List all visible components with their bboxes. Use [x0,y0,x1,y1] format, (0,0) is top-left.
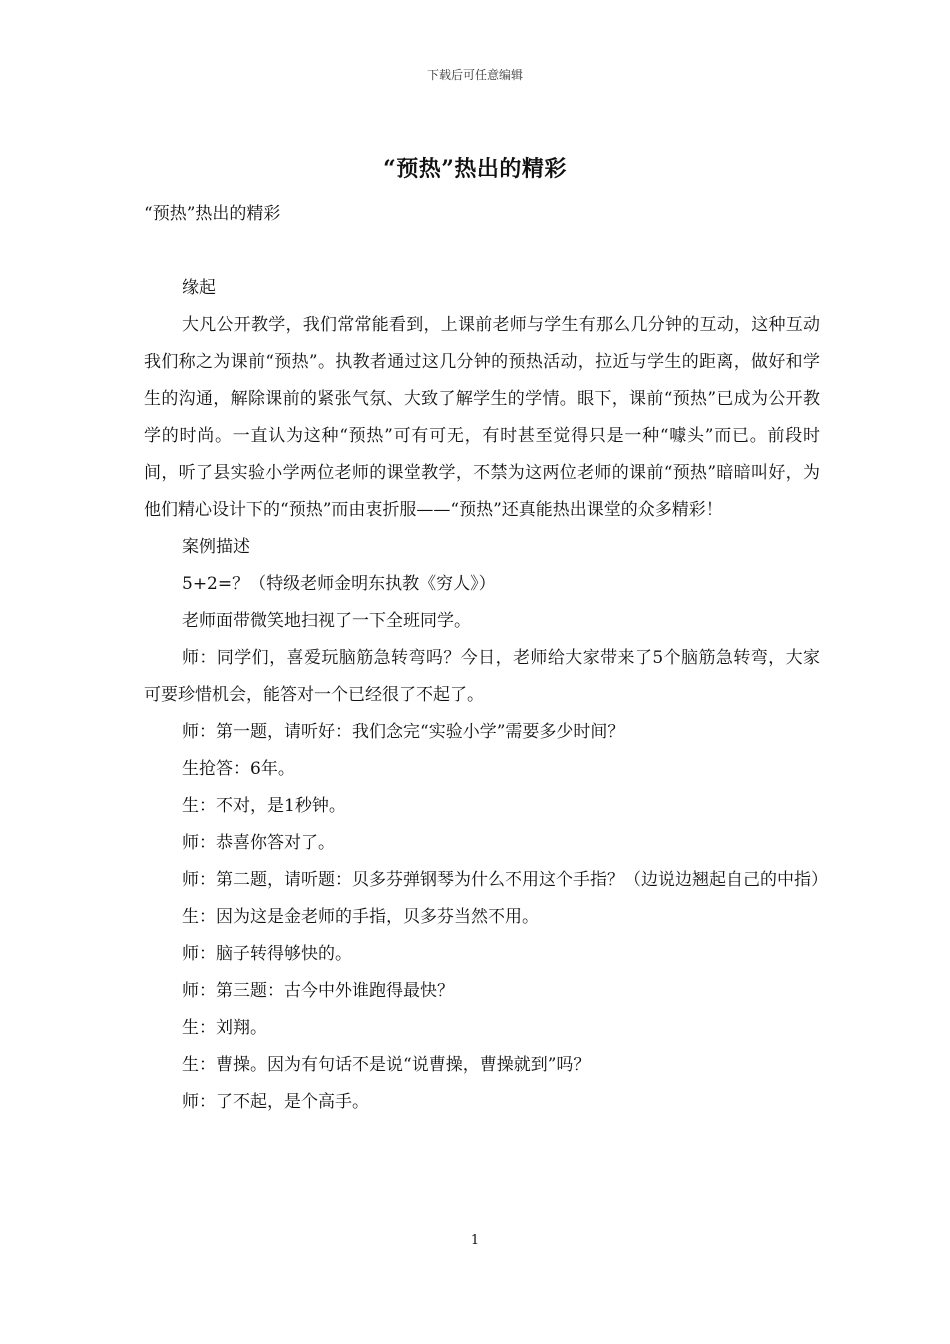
paragraph: 师：第三题：古今中外谁跑得最快？ [182,981,454,1001]
blank-line [144,233,820,270]
paragraph: “预热”热出的精彩 [144,204,281,224]
paragraph: 生抢答：6年。 [182,759,295,779]
paragraph: 师：脑子转得够快的。 [182,944,352,964]
paragraph: 老师面带微笑地扫视了一下全班同学。 [182,611,471,631]
document-title: “预热”热出的精彩 [383,156,567,182]
page-number: 1 [470,1233,480,1248]
paragraph: 师：同学们，喜爱玩脑筋急转弯吗？今日，老师给大家带来了5个脑筋急转弯，大家可要珍惜机会，能答对一个已经很了不起了。 [144,648,820,705]
paragraph: 生：因为这是金老师的手指，贝多芬当然不用。 [182,907,539,927]
paragraph: 师：第二题，请听题：贝多芬弹钢琴为什么不用这个手指？（边说边翘起自己的中指） [182,870,828,890]
paragraph: 大凡公开教学，我们常常能看到，上课前老师与学生有那么几分钟的互动，这种互动我们称之为课前“预热”。执教者通过这几分钟的预热活动，拉近与学生的距离，做好和学生的沟通，解除课前的紧张气氛、大致了解学生的学情。眼下，课前“预热”已成为公开教学的时尚。一直认为这种“预热”可有可无，有时甚至觉得只是一种“噱头”而已。前段时间，听了县实验小学两位老师的课堂教学，不禁为这两位老师的课前“预热”暗暗叫好，为他们精心设计下的“预热”而由衷折服——“预热”还真能热出课堂的众多精彩！ [144,315,820,520]
paragraph: 生：刘翔。 [182,1018,267,1038]
header-note: 下载后可任意编辑 [426,68,523,82]
paragraph: 师：第一题，请听好：我们念完“实验小学”需要多少时间？ [182,722,625,742]
paragraph: 生：不对，是1秒钟。 [182,796,346,816]
paragraph: 5+2=？（特级老师金明东执教《穷人》） [182,574,496,594]
document-body [144,196,828,1121]
paragraph: 案例描述 [182,537,250,557]
paragraph: 缘起 [182,278,216,298]
paragraph: 师：了不起，是个高手。 [182,1092,369,1112]
paragraph: 师：恭喜你答对了。 [182,833,335,853]
paragraph: 生：曹操。因为有句话不是说“说曹操，曹操就到”吗？ [182,1055,591,1075]
